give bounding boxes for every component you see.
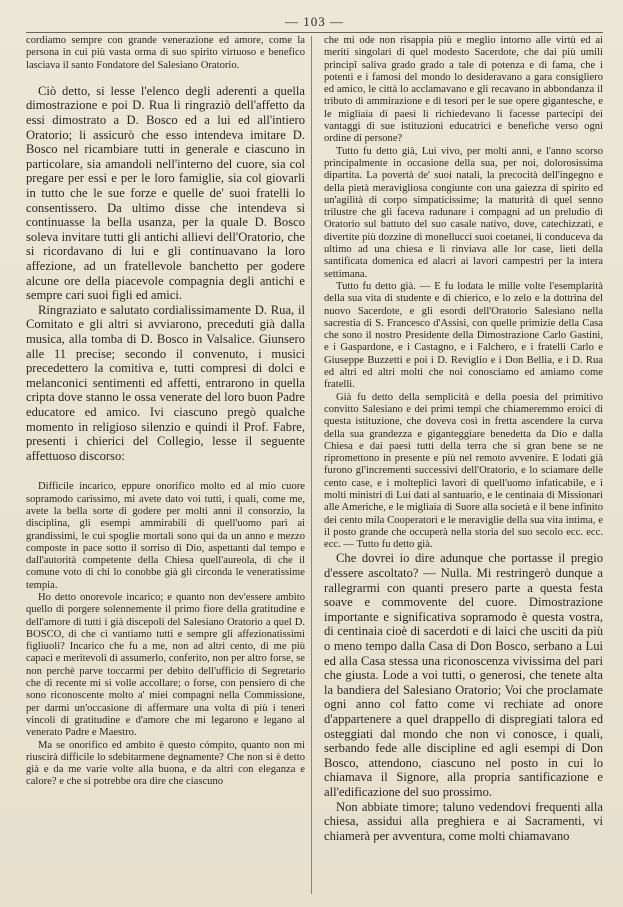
paragraph: Tutto fu detto già. — E fu lodata le mille volte l'esemplarità della sua vita di studente e di chierico, e lo zelo e la dottrina del nuovo Sacerdote, e gli esordi dell'Oratorio Salesiano nella sacrestia di S. Francesco d'Assisi, con quelle primizie della Casa che sono il nostro Presidente della Dimostrazione Carlo Gastini, e i Gaspardone, e i Castagno, e i Falchero, e i fratelli Carlo e Giuseppe Buzzetti e poi i D. Reviglio e i Don Bellia, e i D. Rua ed altri ed altri molti che noi conosciamo ed amiamo come fratelli. [324, 280, 603, 391]
paragraph-gap [26, 72, 305, 84]
paragraph: che mi ode non risappia più e meglio intorno alle virtù ed ai meriti singolari di quel modesto Sacerdote, che dai più umili principî saliva grado grado a tale di potenza e di fama, che i potenti e i famosi del mondo lo desideravano a gara consigliero ed amico, le città lo acclamavano e gli recavano in abbondanza il tributo di ammirazione e di tesori per le sue opere gigantesche, e le migliaia di paesi li richiedevano li facesse partecipi dei vantaggi di sue istituzioni educatrici e benefiche verso ogni ordine di persone? [324, 35, 603, 145]
paragraph-gap [26, 463, 305, 481]
paragraph: Già fu detto della semplicità e della poesia del primitivo convitto Salesiano e dei primi tempi che chiameremmo eroici di questa istituzione, che doveva così in fretta ascendere la curva della sua grandezza e giganteggiare benedetta da Dio e dalla Chiesa e dai paesi tutti della terra che si gran bene se ne ripromettono in presente e più nel remoto avvenire. E lodati già furono gl'incrementi successivi dell'Oratorio, e lo sciamare delle cento case, e i molteplici lavori di quell'uomo infaticabile, e i molti ministri di Lui dati al santuario, e le centinaia di Missionari alle Americhe, e le migliaia di Suore alla società e il bene infinito dei cento mila Cooperatori e le meraviglie della sua vita intima, e il posto grande che occuperà nella storia del suo secolo ecc. ecc. ecc. — Tutto fu detto già. [324, 391, 603, 551]
paragraph: Ringraziato e salutato cordialissimamente D. Rua, il Comitato e gli altri si avviarono, preceduti già dalla musica, alla tomba di D. Bosco in Valsalice. Giunsero alle 11 precise; secondo il convenuto, i musici precedettero la comitiva e, tutti compresi di dolci e melanconici sentimenti ed affetti, entrarono in quella cripta dove stanno le ossa venerate del loro buon Padre educatore ed amico. Ivi ciascuno pregò qualche momento in religioso silenzio e quindi il Prof. Fabre, presenti i chierici del Collegio, lesse il seguente affettuoso discorso: [26, 302, 305, 463]
text-columns [26, 35, 603, 843]
paragraph: Che dovrei io dire adunque che portasse il pregio d'essere ascoltato? — Nulla. Mi restringerò dunque a rallegrarmi con quanti presero parte a questa festa soave e commovente del cuore. Dimostrazione importante e significativa sopramodo è questa vostra, di centinaia cioè di sacerdoti e di laici che usciti da più o meno tempo dalla Casa di Don Bosco, serbano a Lui ed alla Casa stessa una riconoscenza vivissima del pari che giusta. Lode a voi tutti, o generosi, che tenete alta la bandiera del Salesiano Oratorio; Voi che proclamate ogni anno col fatto come vi rechiate ad onore d'appartenere a quel drappello di dispregiati talora ed osteggiati dal mondo che non vi conosce, i quali, serbando fede alle discipline ed agli esempi di Don Bosco, attendono, ciascuno nel posto in cui lo chiamava il Signore, alla propria santificazione e all'edificazione del suo prossimo. [324, 551, 603, 799]
paragraph: Difficile incarico, eppure onorifico molto ed al mio cuore sopramodo carissimo, mi avete dato voi tutti, i quali, come me, avete la bella sorte di godere per molti anni il consorzio, la disciplina, gli esempi ammirabili di quell'uomo pari ai grandissimi, le cui spoglie mortali sono qui da un anno e mezzo composte in pace sotto il sorriso di Dio, aspettanti dal tempo e dall'autorità competente della Chiesa quell'aureola, di che il comune voto di chi lo conobbe già gli circonda le veneratissime tempia. [26, 481, 305, 591]
paragraph: cordiamo sempre con grande venerazione ed amore, come la persona in cui più vasta orma di suo spirito virtuoso e benefico lasciava il santo Fondatore del Salesiano Oratorio. [26, 35, 305, 71]
paragraph: Tutto fu detto già, Lui vivo, per molti anni, e l'anno scorso principalmente in occasione della sua, per noi, dolorosissima dipartita. La povertà de' suoi natali, la precocità dell'ingegno e della pietà meravigliosa congiunte con una gaiezza di spirito ed un'agilità di corpo simpaticissime; la maturità di quel senno trilustre che gli faceva radunare i compagni ad un preludio di Oratorio sul battuto del suo casale nativo, dove, catechizzati, e divertite più dozzine di monellucci suoi coetanei, li conduceva da ultimo ad una chiesa e li rinviava alle lor case, lieti della santificata domenica ed alacri ai lavori campestri per la intera settimana. [324, 145, 603, 280]
paragraph: Non abbiate timore; taluno vedendovi frequenti alla chiesa, assidui alla preghiera e ai Sacramenti, vi chiamerà per avventura, come molti chiamavano [324, 799, 603, 843]
page-number: — 103 — [26, 12, 603, 33]
paragraph: Ho detto onorevole incarico; e quanto non dev'essere ambito quello di porgere solennemente il primo fiore della gratitudine e dell'amore di tutti i già discepoli del Salesiano Oratorio a quel D. BOSCO, di che ci vantiamo tutti e sempre gli affezionatissimi figliuoli? Incarico che fu a me, non ad altri cento, di me più capaci e meritevoli di assumerlo, conferito, non per altro forse, se non perchè parve toccarmi per debito dell'ufficio di Segretario che di recente mi si volle accollare; o forse, con pensiero di che sono riconoscente molto a' miei compagni nella Commissione, per darmi un'occasione di affermare una volta di più i teneri vincoli di gratitudine e d'amore che mi legarono e legano al venerato Padre e Maestro. [26, 592, 305, 739]
column-divider [311, 36, 312, 894]
paragraph: Ma se onorifico ed ambito è questo cómpito, quanto non mi riuscirà difficile lo sdebitarmene degnamente? Che non si è detto già e da me varie volte alla buona, e da altri con eleganza e calore? e che si potrebbe ora dire che ciascuno [26, 739, 305, 788]
right-column [324, 35, 603, 843]
paragraph: Ciò detto, si lesse l'elenco degli aderenti a quella dimostrazione e poi D. Rua li ringraziò dell'affetto da essi dimostrato a D. Bosco ed a lui ed all'intiero Oratorio; li assicurò che esso intendeva imitare D. Bosco nel ricambiare tutti in generale e ciascuno in particolare, sia amandoli nell'interno del cuore, sia col pregare per essi e per le loro famiglie, sia col giovarli in tutto che le sue forze e quelle de' suoi fratelli lo consentissero. Da ultimo disse che intendeva si continuasse la bella usanza, per la quale D. Bosco soleva invitare tutti gli antichi allievi dell'Oratorio, che si ricordavano di lui e gli continuavano la loro affezione, ad un fratellevole banchetto per godere alcune ore della piacevole compagnia degli antichi e sempre cari suoi figli ed amici. [26, 83, 305, 303]
left-column [26, 35, 305, 843]
